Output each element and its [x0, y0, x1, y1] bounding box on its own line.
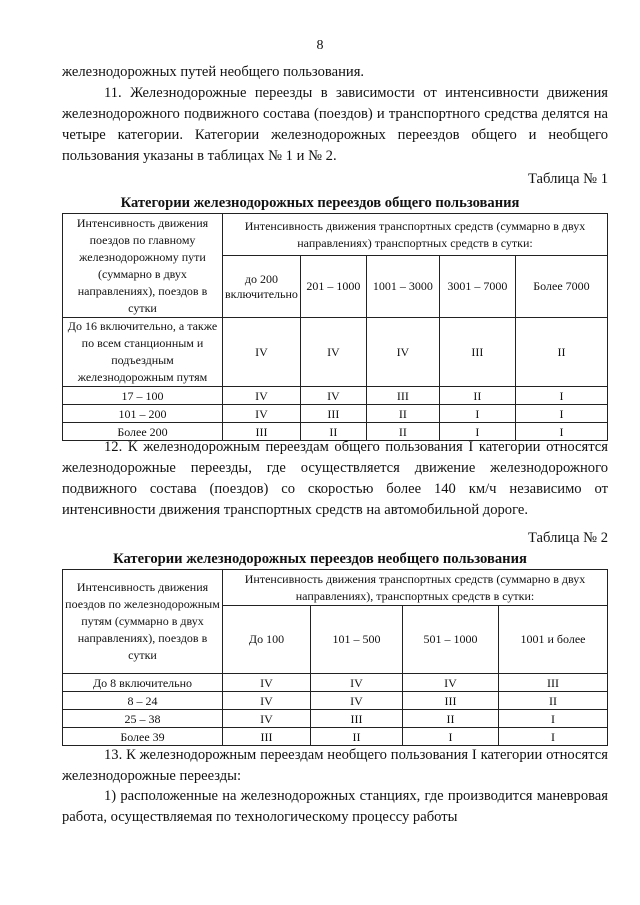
table-cell: I	[515, 387, 607, 405]
table1-row-label: До 16 включительно, а также по всем станционным и подъездным железнодорожным путям	[63, 318, 223, 387]
table-cell: II	[366, 405, 439, 423]
table1-row-label: 17 – 100	[63, 387, 223, 405]
table-cell: IV	[223, 387, 301, 405]
table2-row-label: До 8 включительно	[63, 674, 223, 692]
table-cell: II	[300, 423, 366, 441]
table1-row-header: Интенсивность движения поездов по главному железнодорожному пути (суммарно в двух направлениях), поездов в сутки	[63, 214, 223, 318]
table-cell: IV	[366, 318, 439, 387]
table-cell: III	[366, 387, 439, 405]
table2-column-header: До 100	[223, 606, 311, 674]
table2-row-label: Более 39	[63, 728, 223, 746]
table-cell: IV	[223, 710, 311, 728]
table-row	[63, 710, 608, 728]
table-row	[63, 692, 608, 710]
table-cell: IV	[223, 318, 301, 387]
table2-label: Таблица № 2	[528, 530, 608, 546]
table-cell: I	[515, 423, 607, 441]
table2-header-row	[63, 570, 608, 606]
table-row	[63, 387, 608, 405]
table-row	[63, 405, 608, 423]
table2-column-group-header: Интенсивность движения транспортных средств (суммарно в двух направлениях), транспортных средств в сутки:	[223, 570, 608, 606]
table-cell: II	[515, 318, 607, 387]
table1-column-header: 201 – 1000	[300, 256, 366, 318]
table-cell: I	[439, 423, 515, 441]
table2-title: Категории железнодорожных переездов необщего пользования	[113, 551, 527, 567]
table-cell: I	[499, 710, 608, 728]
table-cell: IV	[403, 674, 499, 692]
table-cell: III	[439, 318, 515, 387]
table-cell: IV	[300, 387, 366, 405]
table2-column-header: 1001 и более	[499, 606, 608, 674]
table-cell: I	[515, 405, 607, 423]
table-cell: IV	[223, 674, 311, 692]
table-cell: III	[403, 692, 499, 710]
table1-column-header: до 200 включительно	[223, 256, 301, 318]
table1-column-header: 1001 – 3000	[366, 256, 439, 318]
intro-line: железнодорожных путей необщего пользования.	[62, 64, 365, 80]
table2-row-label: 8 – 24	[63, 692, 223, 710]
table1-header-row	[63, 214, 608, 256]
table1-label: Таблица № 1	[528, 171, 608, 187]
paragraph-13: 13. К железнодорожным переездам необщего пользования I категории относятся железнодорожные переезды:	[62, 747, 608, 784]
paragraph-12: 12. К железнодорожным переездам общего пользования I категории относятся железнодорожные переезды, где осуществляется движение железнодорожного подвижного состава (поездов) со скоростью более 140 км/ч независимо от интенсивности движения транспортных средств на автомобильной дороге.	[62, 439, 608, 518]
table1-column-header: 3001 – 7000	[439, 256, 515, 318]
table-cell: III	[311, 710, 403, 728]
page-number: 8	[316, 38, 324, 53]
table-cell: I	[499, 728, 608, 746]
table-cell: II	[403, 710, 499, 728]
table2-column-header: 501 – 1000	[403, 606, 499, 674]
table1-column-header: Более 7000	[515, 256, 607, 318]
table1-title: Категории железнодорожных переездов общего пользования	[120, 195, 520, 211]
paragraph-11: 11. Железнодорожные переезды в зависимости от интенсивности движения железнодорожного подвижного состава (поездов) и транспортного средства делятся на четыре категории. Категории железнодорожных переездов общего и необщего пользования указаны в таблицах № 1 и № 2.	[62, 85, 608, 164]
table2-row-header: Интенсивность движения поездов по железнодорожным путям (суммарно в двух направлениях), поездов в сутки	[63, 570, 223, 674]
table-row	[63, 728, 608, 746]
table2-column-header: 101 – 500	[311, 606, 403, 674]
table-cell: II	[499, 692, 608, 710]
table-cell: III	[300, 405, 366, 423]
table-cell: II	[366, 423, 439, 441]
table-cell: II	[439, 387, 515, 405]
table2-row-label: 25 – 38	[63, 710, 223, 728]
table-cell: I	[403, 728, 499, 746]
table-row	[63, 674, 608, 692]
table-cell: III	[499, 674, 608, 692]
table-cell: IV	[223, 692, 311, 710]
table-cell: IV	[311, 692, 403, 710]
table-cell: IV	[311, 674, 403, 692]
table-1	[62, 213, 608, 441]
table1-column-group-header: Интенсивность движения транспортных средств (суммарно в двух направлениях) транспортных средств в сутки:	[223, 214, 608, 256]
paragraph-13-item-1: 1) расположенные на железнодорожных станциях, где производится маневровая работа, осуществляемая по технологическому процессу работы	[62, 788, 608, 825]
table1-row-label: 101 – 200	[63, 405, 223, 423]
table-cell: II	[311, 728, 403, 746]
table1-row-label: Более 200	[63, 423, 223, 441]
table-row	[63, 318, 608, 387]
table-cell: III	[223, 728, 311, 746]
table-2	[62, 569, 608, 746]
table-cell: IV	[223, 405, 301, 423]
table-cell: I	[439, 405, 515, 423]
table-cell: IV	[300, 318, 366, 387]
table-cell: III	[223, 423, 301, 441]
